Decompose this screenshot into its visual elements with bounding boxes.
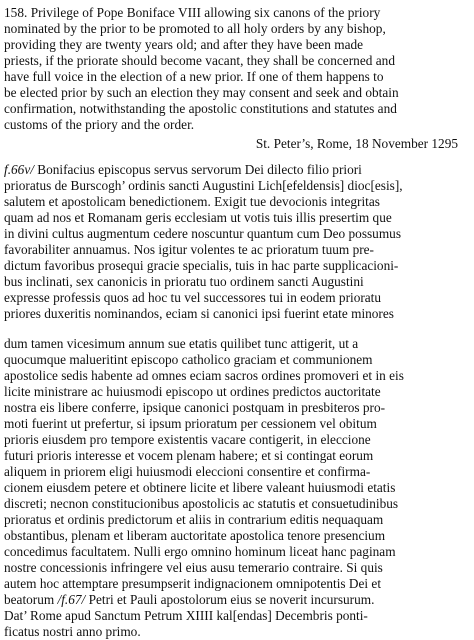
latin-line: Dat’ Rome apud Sanctum Petrum XIIII kal[endas] Decembris ponti- — [4, 608, 368, 623]
latin-line: dictum favoribus prosequi gracie specialis, tuis in hac parte supplicacioni- — [4, 258, 399, 273]
summary-line: priests, if the priorate should become vacant, they shall be concerned and — [4, 53, 396, 68]
latin-line: quam ad nos et Romanam geris ecclesiam ut votis tuis illis presertim que — [4, 210, 392, 225]
latin-line: prioratus de Burscogh’ ordinis sancti Augustini Lich[efeldensis] dioc[esis], — [4, 178, 403, 193]
latin-line: autem hoc attemptare presumpserit indignacionem omnipotentis Dei et — [4, 576, 382, 591]
latin-line: ficatus nostri anno primo. — [4, 624, 141, 639]
latin-line: licite ministrare ac huiusmodi episcopo ut ordines predictos auctoritate — [4, 384, 381, 399]
latin-line: discreti; necnon constitucionibus apostolicis ac statutis et consuetudinibus — [4, 496, 399, 511]
latin-line: futuri prioris interesse et vocem plenam habere; et si contingat eorum — [4, 448, 374, 463]
document-date: St. Peter’s, Rome, 18 November 1295 — [255, 136, 458, 151]
latin-line: expresse professis quos ad hoc tu vel successores tui in eodem prioratu — [4, 290, 382, 305]
summary-line: nominated by the prior to be promoted to all holy orders by any bishop, — [4, 21, 386, 36]
summary-line: have full voice in the election of a new prior. If one of them happens to — [4, 69, 384, 84]
latin-line-text: Petri et Pauli apostolorum eius se noverit incursurum. — [85, 592, 375, 607]
latin-line: obstantibus, plenam et liberam auctoritate apostolica tenore presencium — [4, 528, 386, 543]
summary-line: providing they are twenty years old; and after they have been made — [4, 37, 364, 52]
latin-line: prioratus et ordinis predictorum et aliis in contrarium editis nequaquam — [4, 512, 384, 527]
latin-line: nostre concessionis infringere vel eius ausu temerario contraire. Si quis — [4, 560, 383, 575]
latin-line: dum tamen vicesimum annum sue etatis quilibet tunc attigerit, ut a — [4, 336, 359, 351]
summary-line: confirmation, notwithstanding the apostolic constitutions and statutes and — [4, 101, 397, 116]
latin-line: quocumque malueritint episcopo catholico graciam et communionem — [4, 352, 373, 367]
latin-line: priores duxeritis nominandos, eciam si canonici ipsi fuerint etate minores — [4, 306, 394, 321]
latin-line: prioris eiusdem pro tempore existentis vacare contigerit, in eleccione — [4, 432, 371, 447]
summary-line: 158. Privilege of Pope Boniface VIII allowing six canons of the priory — [4, 5, 381, 20]
latin-line: aliquem in priorem eligi huiusmodi eleccioni consentire et confirma- — [4, 464, 371, 479]
latin-line: favorabiliter annuamus. Nos igitur volentes te ac prioratum tuum pre- — [4, 242, 374, 257]
latin-line: bus inclinati, sex canonicis in prioratu tuo ordinem sancti Augustini — [4, 274, 364, 289]
latin-line: in divini cultus augmentum cedere noscuntur quantum cum Deo possumus — [4, 226, 401, 241]
summary-line: be elected prior by such an election they may consent and seek and obtain — [4, 85, 399, 100]
latin-line: apostolice sedis habente ad omnes eciam sacros ordines promoveri et in eis — [4, 368, 404, 383]
folio-marker: /f.67/ — [57, 592, 86, 607]
latin-line: moti fuerint ut prefertur, si ipsum prioratum per cessionem vel obitum — [4, 416, 377, 431]
latin-line-text: beatorum — [4, 592, 58, 607]
latin-line — [4, 592, 474, 608]
latin-line: nostra eis libere conferre, ipsique canonici postquam in presbiteros pro- — [4, 400, 386, 415]
latin-line: cionem eiusdem petere et obtinere licite et libere valeant huiusmodi etatis — [4, 480, 396, 495]
latin-line: concedimus facultatem. Nulli ergo omnino hominum liceat hanc paginam — [4, 544, 396, 559]
latin-line: salutem et apostolicam benedictionem. Exigit tue devocionis integritas — [4, 194, 380, 209]
summary-line: customs of the priory and the order. — [4, 117, 195, 132]
latin-line — [4, 162, 474, 178]
folio-marker: f.66v/ — [4, 162, 34, 177]
latin-line-text: Bonifacius episcopus servus servorum Dei dilecto filio priori — [33, 162, 362, 177]
